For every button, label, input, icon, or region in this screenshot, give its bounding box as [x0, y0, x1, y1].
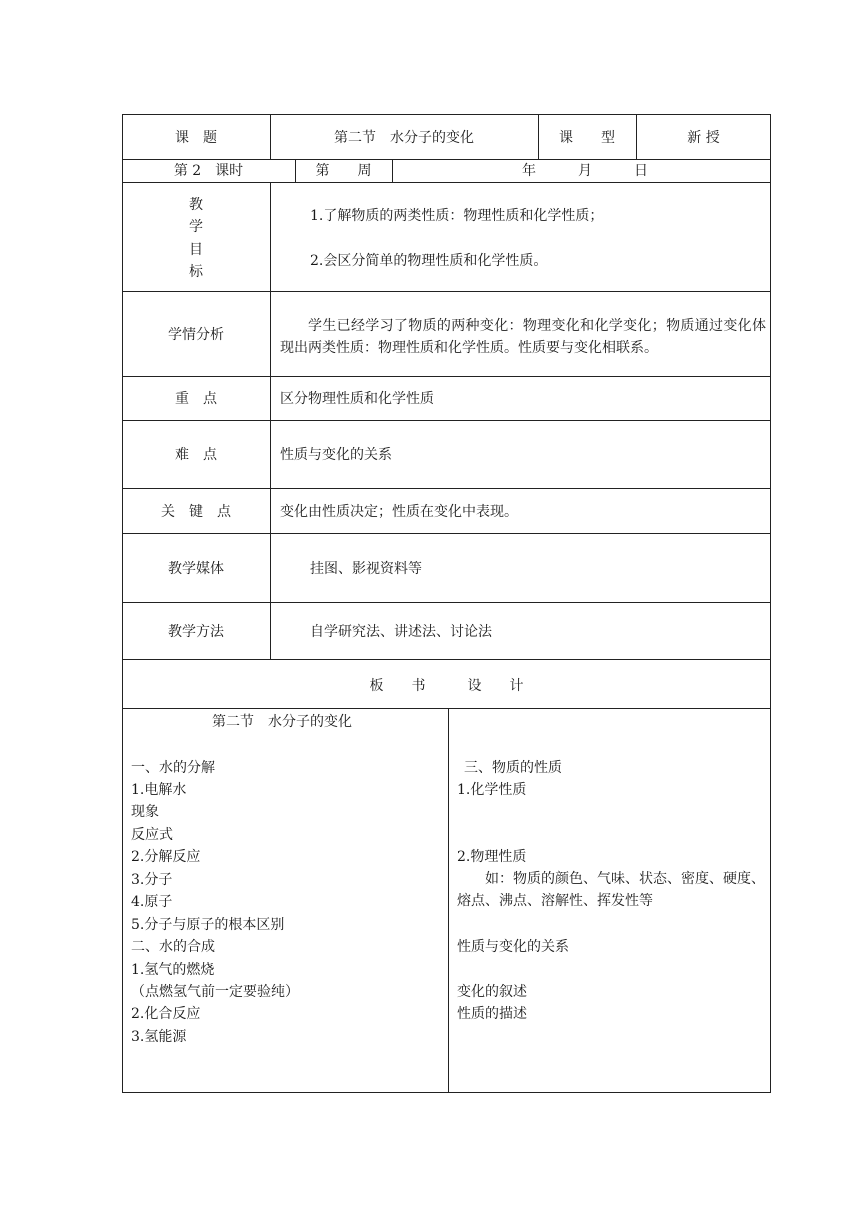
col-divider	[392, 159, 393, 182]
board-left-line: 4.原子	[131, 894, 173, 910]
board-left-line: 1.电解水	[131, 782, 187, 798]
board-left-line: 3.分子	[131, 872, 173, 888]
objectives-label-char: 标	[189, 264, 203, 280]
board-left-line: 3.氢能源	[131, 1029, 187, 1045]
board-left-line: 反应式	[131, 827, 173, 843]
method-label: 教学方法	[168, 624, 224, 640]
topic-value: 第二节 水分子的变化	[334, 130, 474, 146]
row-divider	[122, 291, 771, 292]
method-text: 自学研究法、讲述法、讨论法	[310, 624, 492, 640]
row-divider	[122, 602, 771, 603]
media-label: 教学媒体	[168, 561, 224, 577]
type-label: 课 型	[559, 130, 615, 146]
board-left-line: 一、水的分解	[131, 760, 215, 776]
board-right-relation: 性质与变化的关系	[457, 939, 569, 955]
objectives-label-char: 目	[189, 242, 203, 258]
board-right-phys: 2.物理性质	[457, 849, 527, 865]
difficulty-label: 难 点	[175, 447, 217, 463]
critical-point-label: 关 键 点	[161, 504, 231, 520]
board-right-chem: 1.化学性质	[457, 782, 527, 798]
type-value: 新 授	[687, 130, 720, 146]
board-right-property-desc: 性质的描述	[457, 1006, 527, 1022]
row-divider	[122, 376, 771, 377]
col-divider	[270, 182, 271, 659]
critical-point-text: 变化由性质决定；性质在变化中表现。	[280, 504, 518, 520]
difficulty-text: 性质与变化的关系	[280, 447, 392, 463]
board-title: 板 书 设 计	[369, 678, 524, 694]
row-divider	[122, 659, 771, 660]
col-divider	[448, 708, 449, 1093]
row-divider	[122, 420, 771, 421]
board-right-change-desc: 变化的叙述	[457, 984, 527, 1000]
board-left-line: 1.氢气的燃烧	[131, 962, 215, 978]
board-left-line: 2.分解反应	[131, 849, 201, 865]
analysis-text: 学生已经学习了物质的两种变化：物理变化和化学变化；物质通过变化体现出两类性质：物理性质和化学性质。性质要与变化相联系。	[280, 318, 766, 356]
objective-item: 1.了解物质的两类性质：物理性质和化学性质；	[310, 208, 604, 224]
objectives-label-char: 学	[189, 219, 203, 235]
board-left-line: 2.化合反应	[131, 1006, 201, 1022]
media-text: 挂图、影视资料等	[310, 561, 422, 577]
objective-item: 2.会区分简单的物理性质和化学性质。	[310, 253, 548, 269]
topic-label: 课 题	[175, 130, 217, 146]
board-right-section: 三、物质的性质	[464, 760, 562, 776]
row-divider	[122, 708, 771, 709]
row-divider	[122, 533, 771, 534]
date-field: 年 月 日	[522, 163, 648, 179]
board-left-line: 现象	[131, 804, 159, 820]
analysis-label: 学情分析	[168, 327, 224, 343]
lesson-period: 第 2 课时	[173, 163, 244, 179]
key-point-label: 重 点	[175, 391, 217, 407]
board-left-line: 二、水的合成	[131, 939, 215, 955]
board-left-heading: 第二节 水分子的变化	[212, 714, 352, 730]
board-right-phys-desc: 如：物质的颜色、气味、状态、密度、硬度、熔点、沸点、溶解性、挥发性等	[457, 871, 765, 909]
objectives-label-char: 教	[189, 197, 203, 213]
board-left-line: 5.分子与原子的根本区别	[131, 917, 285, 933]
row-divider	[122, 159, 771, 160]
row-divider	[122, 182, 771, 183]
board-left-line: （点燃氢气前一定要验纯）	[131, 984, 299, 1000]
row-divider	[122, 488, 771, 489]
key-point-text: 区分物理性质和化学性质	[280, 391, 434, 407]
week-field: 第 周	[315, 163, 372, 179]
